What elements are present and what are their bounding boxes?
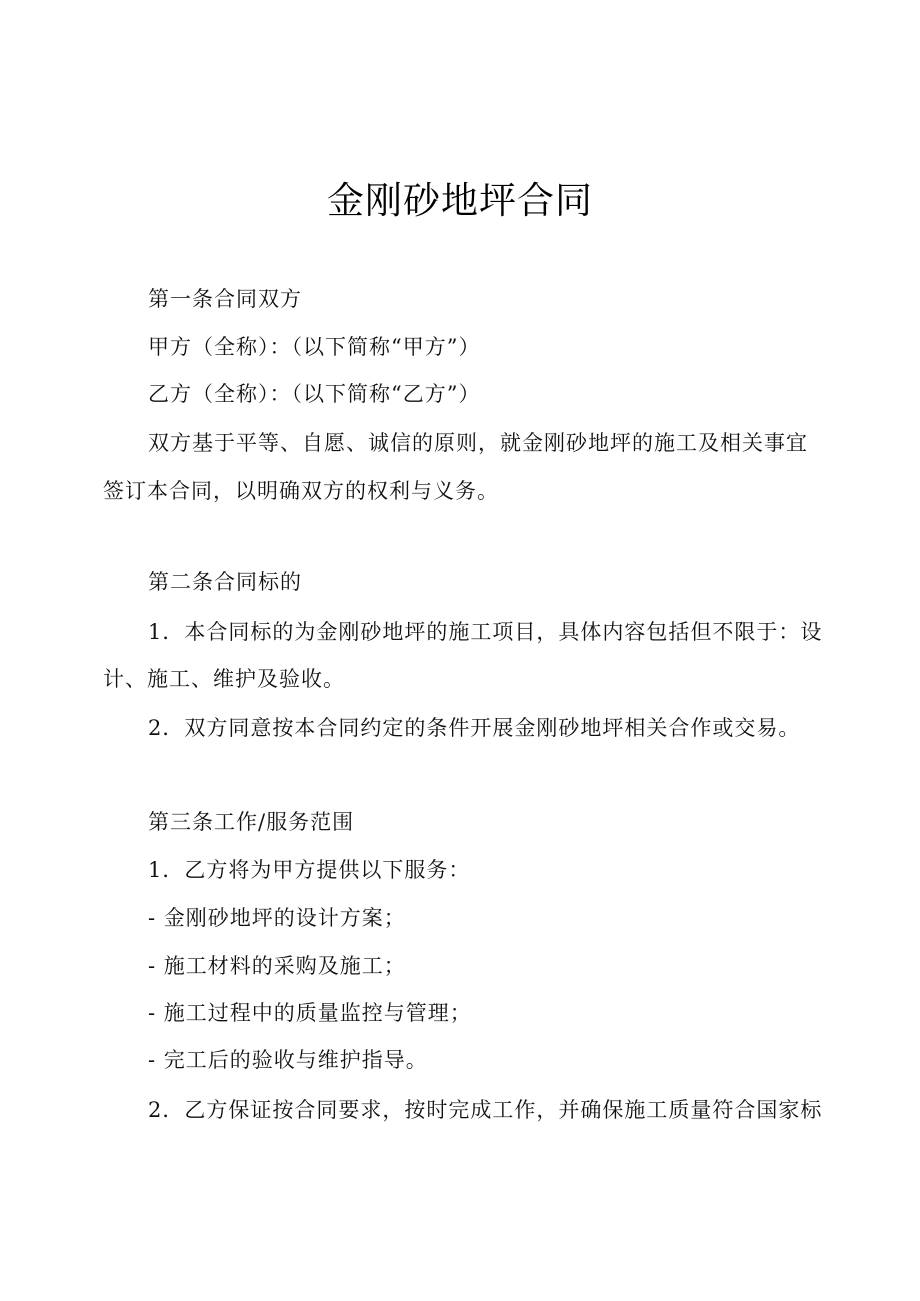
section3-item2-line1: 2．乙方保证按合同要求，按时完成工作，并确保施工质量符合国家标 (148, 1098, 823, 1122)
intro-paragraph-line2: 签订本合同，以明确双方的权利与义务。 (103, 479, 499, 503)
section2-item1-line1: 1．本合同标的为金刚砂地坪的施工项目，具体内容包括但不限于：设 (148, 620, 823, 644)
service-list-item: - 施工材料的采购及施工； (148, 954, 406, 978)
section3-heading: 第三条工作/服务范围 (148, 810, 355, 834)
party-b-line: 乙方（全称）：（以下简称“乙方”） (148, 382, 481, 406)
intro-paragraph-line1: 双方基于平等、自愿、诚信的原则，就金刚砂地坪的施工及相关事宜 (148, 431, 808, 455)
section2-item2: 2．双方同意按本合同约定的条件开展金刚砂地坪相关合作或交易。 (148, 716, 801, 740)
document-title: 金刚砂地坪合同 (327, 179, 593, 222)
party-a-line: 甲方（全称）：（以下简称“甲方”） (148, 335, 481, 359)
section3-item1: 1．乙方将为甲方提供以下服务： (148, 858, 471, 882)
service-list-item: - 完工后的验收与维护指导。 (148, 1048, 428, 1072)
service-list-item: - 金刚砂地坪的设计方案； (148, 906, 406, 930)
section1-heading: 第一条合同双方 (148, 287, 302, 311)
service-list-item: - 施工过程中的质量监控与管理； (148, 1001, 472, 1025)
section2-heading: 第二条合同标的 (148, 570, 302, 594)
section2-item1-line2: 计、施工、维护及验收。 (103, 667, 345, 691)
